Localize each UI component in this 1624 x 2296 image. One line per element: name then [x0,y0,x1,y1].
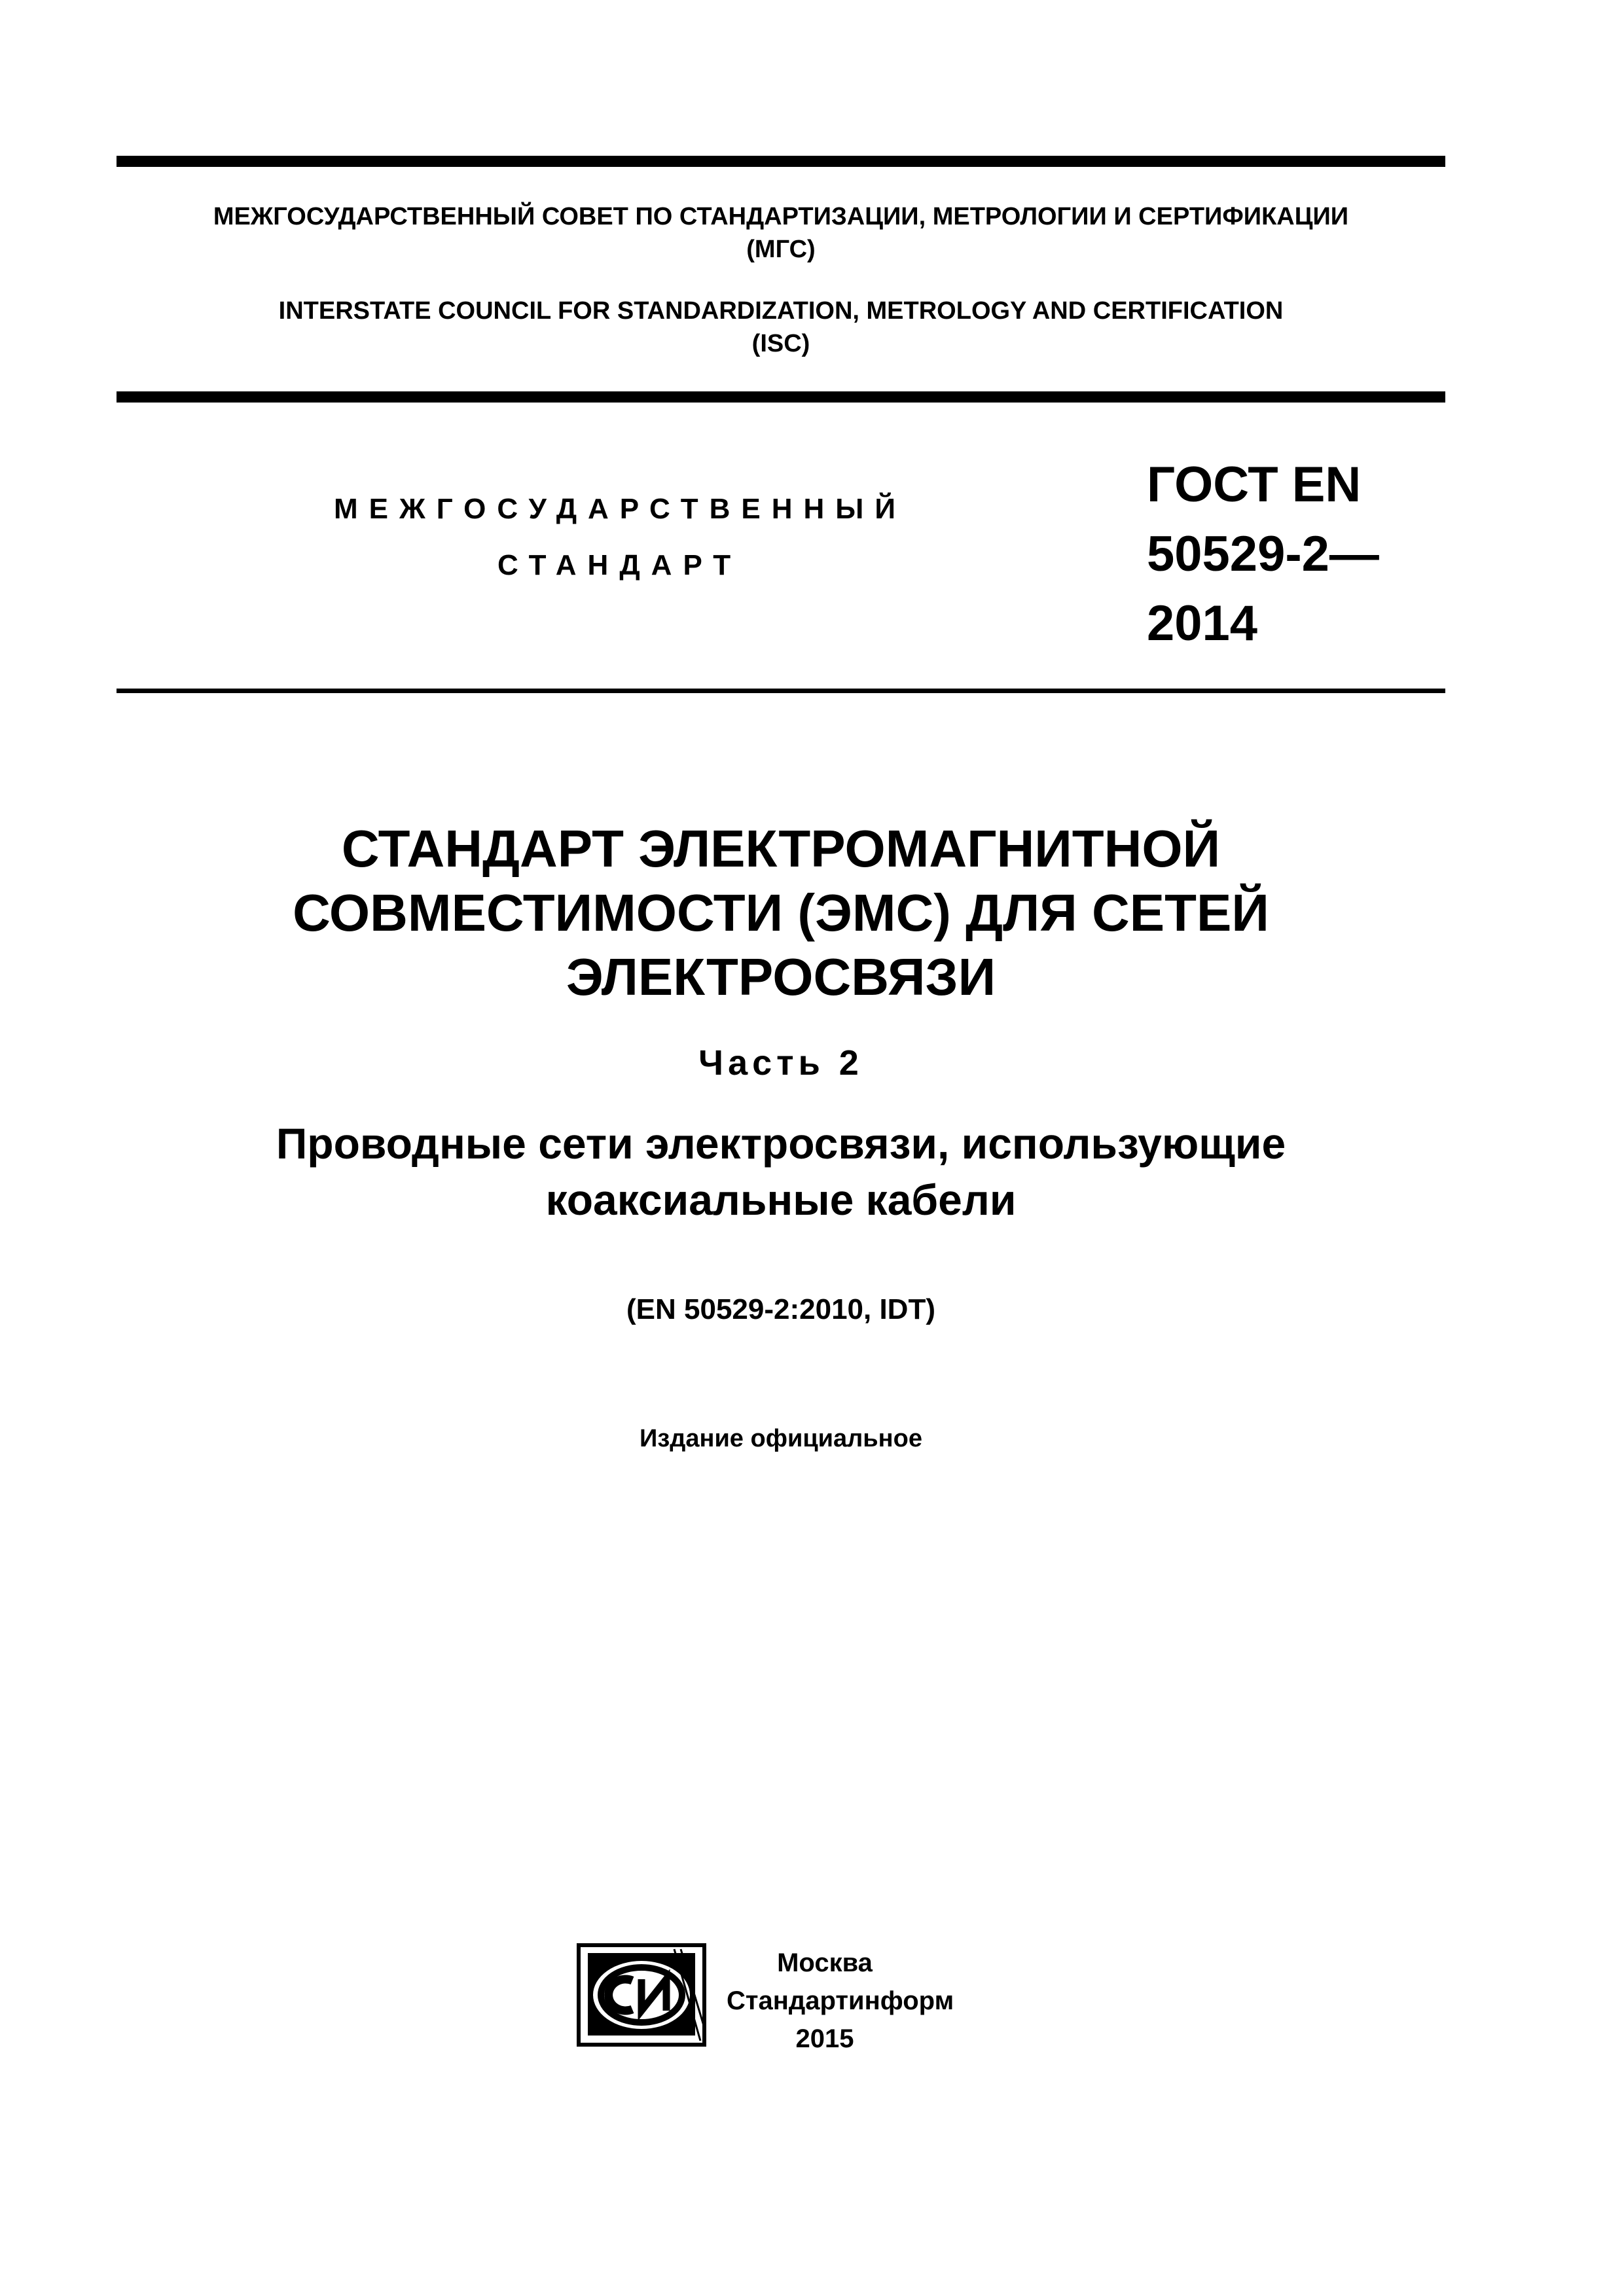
title-line2: СОВМЕСТИМОСТИ (ЭМС) ДЛЯ СЕТЕЙ [293,884,1269,942]
document-title [117,817,1445,1009]
part-label: Часть 2 [698,1043,863,1083]
standartinform-logo-icon [576,1943,707,2047]
council-en-name: INTERSTATE COUNCIL FOR STANDARDIZATION, METROLOGY AND CERTIFICATION [278,297,1284,325]
standard-type-line1: МЕЖГОСУДАРСТВЕННЫЙ [334,493,907,525]
gost-designation [1147,450,1422,658]
header-divider [117,391,1445,403]
title-line3: ЭЛЕКТРОСВЯЗИ [566,948,996,1006]
council-ru-name: МЕЖГОСУДАРСТВЕННЫЙ СОВЕТ ПО СТАНДАРТИЗАЦИИ, МЕТРОЛОГИИ И СЕРТИФИКАЦИИ [213,203,1349,230]
subtitle-line2: коаксиальные кабели [545,1175,1017,1224]
subtitle-line1: Проводные сети электросвязи, использующие [276,1119,1286,1168]
document-subtitle [117,1115,1445,1228]
publisher-year: 2015 [795,2024,854,2053]
gost-designation-line3: 2014 [1147,596,1258,651]
top-divider [117,156,1445,167]
publisher-name: Стандартинформ [727,1986,954,2015]
edition-note: Издание официальное [640,1425,922,1452]
gost-designation-line1: ГОСТ EN [1147,457,1362,512]
standard-type-line2: СТАНДАРТ [497,549,742,581]
council-ru-block [117,200,1445,266]
council-en-abbr: (ISC) [751,330,810,357]
publisher-city: Москва [777,1948,873,1977]
title-line1: СТАНДАРТ ЭЛЕКТРОМАГНИТНОЙ [341,819,1221,878]
identity-note: (EN 50529-2:2010, IDT) [626,1293,935,1325]
publisher-block [727,1944,954,2058]
title-divider [117,689,1445,693]
council-ru-abbr: (МГС) [746,236,816,263]
gost-designation-line2: 50529-2— [1147,526,1379,582]
council-en-block [117,295,1445,360]
